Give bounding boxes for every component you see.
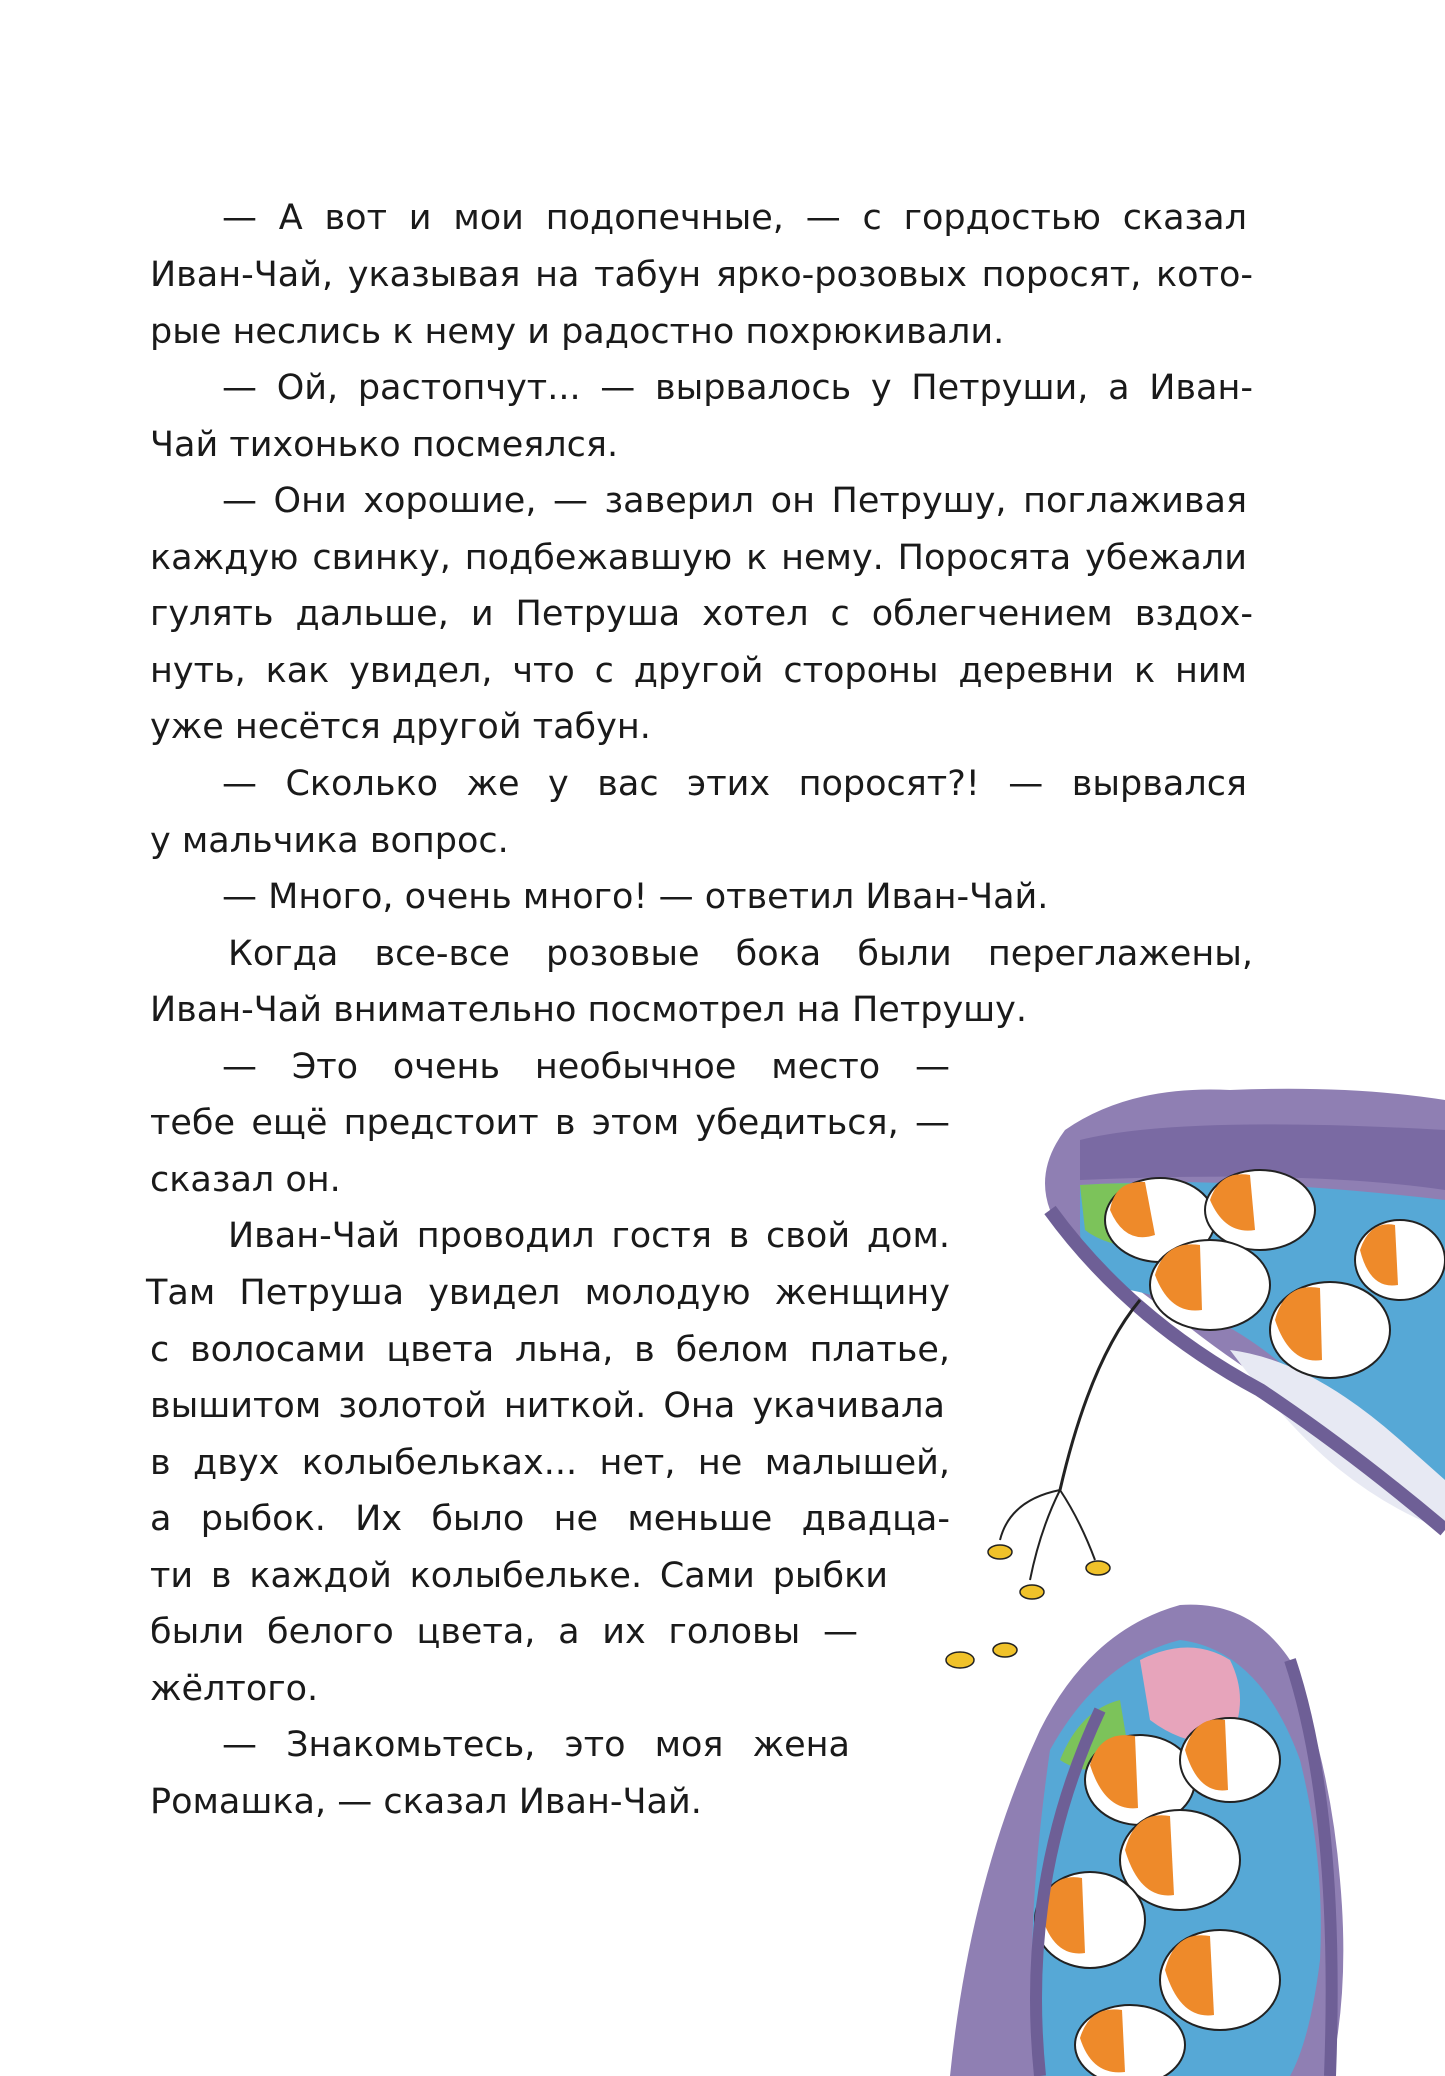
- text-line: — А вот и мои подопечные, — с гордостью сказал: [222, 198, 1247, 238]
- text-line: Там Петруша увидел молодую женщину: [146, 1273, 950, 1313]
- text-line: — Ой, растопчут... — вырвалось у Петруши, а Иван-: [222, 368, 1253, 408]
- fish-icon: [1180, 1718, 1280, 1802]
- fish-icon: [1205, 1170, 1315, 1250]
- text-line: были белого цвета, а их головы —: [150, 1612, 858, 1652]
- fish-icon: [1075, 2005, 1185, 2076]
- text-line: — Это очень необычное место —: [222, 1047, 950, 1087]
- text-line: сказал он.: [150, 1160, 341, 1200]
- text-line: Иван-Чай проводил гостя в свой дом.: [228, 1216, 950, 1256]
- text-line: Иван-Чай, указывая на табун ярко-розовых поросят, кото-: [150, 255, 1253, 295]
- fish-icon: [1150, 1240, 1270, 1330]
- fish-icon: [1355, 1220, 1445, 1300]
- fish-icon: [1035, 1872, 1145, 1968]
- text-line: у мальчика вопрос.: [150, 821, 509, 861]
- text-line: Иван-Чай внимательно посмотрел на Петрушу.: [150, 990, 1028, 1030]
- text-line: в двух колыбельках... нет, не малышей,: [150, 1443, 950, 1483]
- text-line: нуть, как увидел, что с другой стороны деревни к ним: [150, 651, 1247, 691]
- text-line: Когда все-все розовые бока были переглажены,: [228, 934, 1253, 974]
- text-line: рые неслись к нему и радостно похрюкивали.: [150, 312, 1005, 352]
- fish-icon: [1160, 1930, 1280, 2030]
- text-line: тебе ещё предстоит в этом убедиться, —: [150, 1103, 950, 1143]
- text-line: с волосами цвета льна, в белом платье,: [150, 1330, 950, 1370]
- text-line: — Много, очень много! — ответил Иван-Чай.: [222, 877, 1049, 917]
- fish-icon: [1270, 1282, 1390, 1378]
- text-line: Ромашка, — сказал Иван-Чай.: [150, 1782, 702, 1822]
- text-line: ти в каждой колыбельке. Сами рыбки: [150, 1556, 888, 1596]
- fish-mobile-icon: [946, 1300, 1140, 1668]
- text-line: Чай тихонько посмеялся.: [150, 425, 619, 465]
- text-line: а рыбок. Их было не меньше двадца-: [150, 1499, 950, 1539]
- text-line: каждую свинку, подбежавшую к нему. Поросята убежали: [150, 538, 1247, 578]
- cradle-illustration: [930, 1060, 1445, 2076]
- text-line: гулять дальше, и Петруша хотел с облегчением вздох-: [150, 594, 1253, 634]
- text-line: — Сколько же у вас этих поросят?! — вырвался: [222, 764, 1247, 804]
- text-line: — Знакомьтесь, это моя жена: [222, 1725, 850, 1765]
- text-line: — Они хорошие, — заверил он Петрушу, поглаживая: [222, 481, 1247, 521]
- text-line: вышитом золотой ниткой. Она укачивала: [150, 1386, 945, 1426]
- text-line: уже несётся другой табун.: [150, 707, 651, 747]
- text-line: жёлтого.: [150, 1669, 319, 1709]
